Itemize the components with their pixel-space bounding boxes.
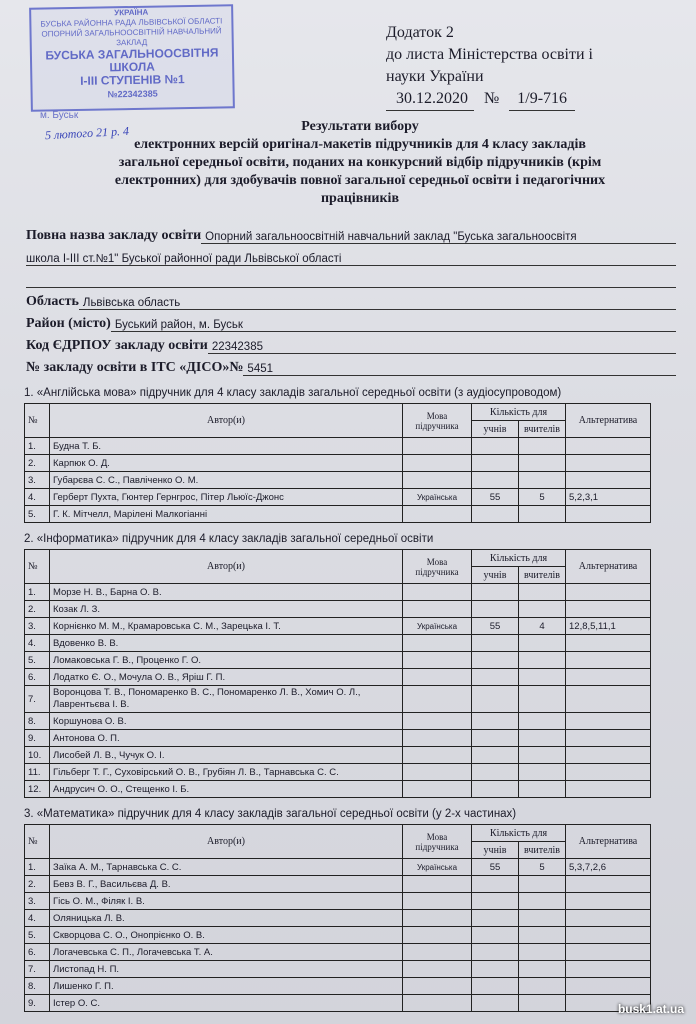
row-number: 10. — [25, 747, 50, 764]
section-title: 1. «Англійська мова» підручник для 4 класу закладів загальної середньої освіти (з аудіосупроводом) — [24, 387, 562, 399]
table-row — [25, 635, 651, 652]
title-line: Результати вибору — [301, 119, 419, 134]
row-alternative — [566, 601, 651, 618]
row-language — [403, 455, 472, 472]
row-teachers-count — [519, 961, 566, 978]
row-teachers-count — [519, 730, 566, 747]
row-teachers-count — [519, 584, 566, 601]
row-students-count — [472, 584, 519, 601]
row-number: 8. — [25, 713, 50, 730]
row-students-count — [472, 944, 519, 961]
row-language — [403, 730, 472, 747]
table-row — [25, 910, 651, 927]
row-language — [403, 893, 472, 910]
row-number: 7. — [25, 961, 50, 978]
field-label: Область — [26, 294, 79, 309]
document-title — [30, 118, 690, 208]
field-region — [26, 290, 676, 310]
stamp-code: №22342385 — [107, 88, 158, 100]
stamp-line: БУСЬКА РАЙОННА РАДА ЛЬВІВСЬКОЇ ОБЛАСТІ — [40, 16, 223, 29]
row-language — [403, 876, 472, 893]
row-teachers-count — [519, 652, 566, 669]
row-authors: Карпюк О. Д. — [50, 455, 403, 472]
row-authors: Коршунова О. В. — [50, 713, 403, 730]
row-number: 5. — [25, 506, 50, 523]
appendix-line: науки України — [386, 68, 484, 85]
row-teachers-count — [519, 927, 566, 944]
field-value: Буський район, м. Буськ — [111, 319, 676, 332]
row-teachers-count: 5 — [519, 859, 566, 876]
field-value: Львівська область — [79, 297, 676, 310]
row-language — [403, 995, 472, 1012]
row-students-count — [472, 961, 519, 978]
row-number: 5. — [25, 927, 50, 944]
stamp-line: ОПОРНИЙ ЗАГАЛЬНООСВІТНІЙ НАВЧАЛЬНИЙ ЗАКЛАД — [41, 26, 222, 48]
row-authors: Воронцова Т. В., Пономаренко В. С., Пономаренко Л. В., Хомич О. Л., Лаврентьєва І. В. — [50, 686, 403, 713]
table-row — [25, 584, 651, 601]
row-alternative — [566, 669, 651, 686]
blank-line — [26, 286, 676, 288]
header-num: № — [25, 550, 50, 584]
row-authors: Гільберг Т. Г., Суховірський О. В., Грубіян Л. В., Тарнавська С. С. — [50, 764, 403, 781]
row-number: 2. — [25, 455, 50, 472]
handwritten-registration: 5 лютого 21 р. 4 — [44, 123, 130, 143]
header-author: Автор(и) — [50, 404, 403, 438]
row-authors: Антонова О. П. — [50, 730, 403, 747]
row-authors: Вдовенко В. В. — [50, 635, 403, 652]
row-authors: Оляницька Л. В. — [50, 910, 403, 927]
table-row — [25, 893, 651, 910]
row-teachers-count — [519, 995, 566, 1012]
row-authors: Істер О. С. — [50, 995, 403, 1012]
table-row — [25, 686, 651, 713]
row-language — [403, 652, 472, 669]
row-number: 2. — [25, 601, 50, 618]
title-line: працівників — [320, 191, 400, 206]
table-row — [25, 652, 651, 669]
row-number: 3. — [25, 472, 50, 489]
row-alternative — [566, 978, 651, 995]
header-students: учнів — [472, 842, 519, 859]
section-title: 2. «Інформатика» підручник для 4 класу закладів загальної середньої освіти — [24, 533, 434, 545]
table-row — [25, 944, 651, 961]
row-language — [403, 438, 472, 455]
row-authors: Г. К. Мітчелл, Марілені Малкогіанні — [50, 506, 403, 523]
row-language — [403, 764, 472, 781]
row-alternative — [566, 747, 651, 764]
row-language — [403, 686, 472, 713]
row-students-count — [472, 893, 519, 910]
field-value: школа І-ІІІ ст.№1" Буської районної ради Львівської області — [26, 253, 676, 266]
header-alternative: Альтернатива — [566, 825, 651, 859]
row-alternative: 12,8,5,11,1 — [566, 618, 651, 635]
row-students-count — [472, 652, 519, 669]
row-alternative — [566, 438, 651, 455]
row-authors: Листопад Н. П. — [50, 961, 403, 978]
row-teachers-count: 4 — [519, 618, 566, 635]
row-authors: Логачевська С. П., Логачевська Т. А. — [50, 944, 403, 961]
row-alternative — [566, 944, 651, 961]
textbook-table-informatics — [24, 549, 651, 798]
row-language: Українська — [403, 859, 472, 876]
row-alternative — [566, 927, 651, 944]
row-teachers-count — [519, 893, 566, 910]
header-students: учнів — [472, 567, 519, 584]
row-alternative — [566, 455, 651, 472]
textbook-table-english — [24, 403, 651, 523]
stamp-line: БУСЬКА ЗАГАЛЬНООСВІТНЯ ШКОЛА — [45, 45, 219, 75]
header-language: Мова підручника — [403, 825, 472, 859]
row-teachers-count — [519, 669, 566, 686]
header-author: Автор(и) — [50, 825, 403, 859]
row-students-count — [472, 686, 519, 713]
row-alternative: 5,2,3,1 — [566, 489, 651, 506]
row-number: 3. — [25, 618, 50, 635]
row-alternative — [566, 781, 651, 798]
row-authors: Лишенко Г. П. — [50, 978, 403, 995]
field-itc — [26, 356, 676, 376]
institution-fields — [26, 224, 676, 378]
table-header-row — [25, 550, 651, 567]
row-alternative — [566, 876, 651, 893]
row-students-count — [472, 927, 519, 944]
row-teachers-count — [519, 747, 566, 764]
section-title: 3. «Математика» підручник для 4 класу закладів загальної середньої освіти (у 2-х частинах) — [24, 808, 517, 820]
letter-date: 30.12.2020 — [386, 88, 474, 111]
row-teachers-count — [519, 713, 566, 730]
table-row — [25, 506, 651, 523]
row-students-count — [472, 455, 519, 472]
row-students-count: 55 — [472, 489, 519, 506]
table-row — [25, 601, 651, 618]
row-language: Українська — [403, 618, 472, 635]
row-alternative: 5,3,7,2,6 — [566, 859, 651, 876]
row-teachers-count — [519, 764, 566, 781]
row-authors: Корнієнко М. М., Крамаровська С. М., Зарецька І. Т. — [50, 618, 403, 635]
field-label: № закладу освіти в ІТС «ДІСО»№ — [26, 360, 244, 375]
row-alternative — [566, 910, 651, 927]
row-alternative — [566, 961, 651, 978]
field-edrpou — [26, 334, 676, 354]
row-teachers-count — [519, 978, 566, 995]
site-watermark: busk1.at.ua — [617, 1002, 684, 1016]
title-line: загальної середньої освіти, поданих на конкурсний відбір підручників (крім — [118, 155, 602, 170]
header-count: Кількість для — [472, 404, 566, 421]
row-teachers-count — [519, 472, 566, 489]
stamp-line: I-III СТУПЕНІВ №1 — [80, 72, 185, 88]
row-teachers-count — [519, 506, 566, 523]
row-number: 6. — [25, 944, 50, 961]
row-teachers-count — [519, 686, 566, 713]
header-alternative: Альтернатива — [566, 550, 651, 584]
row-number: 1. — [25, 438, 50, 455]
header-teachers: вчителів — [519, 421, 566, 438]
table-row — [25, 730, 651, 747]
header-author: Автор(и) — [50, 550, 403, 584]
table-row — [25, 455, 651, 472]
header-students: учнів — [472, 421, 519, 438]
row-language — [403, 506, 472, 523]
row-students-count — [472, 876, 519, 893]
row-language — [403, 927, 472, 944]
row-students-count — [472, 764, 519, 781]
row-language — [403, 601, 472, 618]
textbook-table-math — [24, 824, 651, 1012]
row-number: 12. — [25, 781, 50, 798]
row-students-count — [472, 506, 519, 523]
row-alternative — [566, 764, 651, 781]
header-language: Мова підручника — [403, 550, 472, 584]
row-authors: Заїка А. М., Тарнавська С. С. — [50, 859, 403, 876]
row-number: 7. — [25, 686, 50, 713]
title-line: електронних версій оригінал-макетів підручників для 4 класу закладів — [134, 137, 586, 152]
row-alternative — [566, 506, 651, 523]
table-header-row — [25, 825, 651, 842]
header-language: Мова підручника — [403, 404, 472, 438]
row-students-count — [472, 910, 519, 927]
row-alternative — [566, 686, 651, 713]
table-row — [25, 764, 651, 781]
row-authors: Ломаковська Г. В., Проценко Г. О. — [50, 652, 403, 669]
header-count: Кількість для — [472, 550, 566, 567]
row-number: 9. — [25, 995, 50, 1012]
row-language — [403, 584, 472, 601]
row-students-count — [472, 747, 519, 764]
number-sign: № — [484, 90, 500, 107]
table-row — [25, 713, 651, 730]
row-number: 8. — [25, 978, 50, 995]
row-authors: Скворцова С. О., Онопрієнко О. В. — [50, 927, 403, 944]
table-row — [25, 978, 651, 995]
row-authors: Губарєва С. С., Павліченко О. М. — [50, 472, 403, 489]
row-number: 6. — [25, 669, 50, 686]
appendix-date-line — [386, 88, 593, 111]
row-language — [403, 944, 472, 961]
row-language — [403, 910, 472, 927]
header-num: № — [25, 825, 50, 859]
header-count: Кількість для — [472, 825, 566, 842]
row-authors: Андрусич О. О., Стещенко І. Б. — [50, 781, 403, 798]
table-row — [25, 781, 651, 798]
row-students-count: 55 — [472, 859, 519, 876]
appendix-line: до листа Міністерства освіти і — [386, 46, 593, 63]
stamp-city: м. Буськ — [40, 110, 79, 121]
row-authors: Морзе Н. В., Барна О. В. — [50, 584, 403, 601]
table-row — [25, 961, 651, 978]
header-teachers: вчителів — [519, 842, 566, 859]
row-number: 11. — [25, 764, 50, 781]
row-language: Українська — [403, 489, 472, 506]
table-row — [25, 489, 651, 506]
row-number: 1. — [25, 859, 50, 876]
field-name-cont — [26, 246, 676, 266]
header-teachers: вчителів — [519, 567, 566, 584]
field-value: Опорний загальноосвітній навчальний заклад "Буська загальноосвітя — [201, 231, 676, 244]
field-value: 5451 — [243, 363, 676, 376]
field-label: Район (місто) — [26, 316, 111, 331]
row-students-count — [472, 995, 519, 1012]
row-teachers-count — [519, 455, 566, 472]
row-authors: Лисобей Л. В., Чучук О. І. — [50, 747, 403, 764]
table-row — [25, 927, 651, 944]
row-language — [403, 635, 472, 652]
row-teachers-count — [519, 781, 566, 798]
row-authors: Герберт Пухта, Гюнтер Гернгрос, Пітер Льюїс-Джонс — [50, 489, 403, 506]
field-value: 22342385 — [208, 341, 676, 354]
row-teachers-count — [519, 876, 566, 893]
stamp-line: УКРАЇНА — [114, 7, 149, 18]
appendix-line: Додаток 2 — [386, 24, 454, 41]
row-language — [403, 978, 472, 995]
table-row — [25, 876, 651, 893]
row-alternative — [566, 713, 651, 730]
row-number: 2. — [25, 876, 50, 893]
row-students-count — [472, 781, 519, 798]
school-stamp — [29, 4, 235, 112]
row-authors: Гісь О. М., Філяк І. В. — [50, 893, 403, 910]
row-alternative — [566, 730, 651, 747]
row-teachers-count — [519, 601, 566, 618]
table-row — [25, 618, 651, 635]
title-line: електронних) для здобувачів повної загальної середньої освіти і педагогічних — [114, 173, 606, 188]
letter-number: 1/9-716 — [509, 88, 575, 111]
row-students-count — [472, 669, 519, 686]
table-header-row — [25, 404, 651, 421]
row-number: 9. — [25, 730, 50, 747]
row-students-count — [472, 472, 519, 489]
row-students-count — [472, 978, 519, 995]
row-language — [403, 747, 472, 764]
row-language — [403, 669, 472, 686]
row-number: 4. — [25, 910, 50, 927]
row-authors: Козак Л. З. — [50, 601, 403, 618]
row-alternative — [566, 635, 651, 652]
row-teachers-count — [519, 944, 566, 961]
table-row — [25, 438, 651, 455]
field-label: Повна назва закладу освіти — [26, 228, 202, 243]
row-authors: Бевз В. Г., Васильєва Д. В. — [50, 876, 403, 893]
row-students-count — [472, 635, 519, 652]
header-num: № — [25, 404, 50, 438]
row-language — [403, 961, 472, 978]
row-teachers-count — [519, 438, 566, 455]
row-number: 1. — [25, 584, 50, 601]
row-students-count — [472, 713, 519, 730]
field-district — [26, 312, 676, 332]
row-authors: Лодатко Є. О., Мочула О. В., Яріш Г. П. — [50, 669, 403, 686]
appendix-header — [386, 22, 593, 111]
row-students-count — [472, 601, 519, 618]
row-number: 5. — [25, 652, 50, 669]
row-authors: Будна Т. Б. — [50, 438, 403, 455]
table-row — [25, 995, 651, 1012]
row-alternative — [566, 472, 651, 489]
field-label: Код ЄДРПОУ закладу освіти — [26, 338, 208, 353]
row-teachers-count — [519, 635, 566, 652]
row-alternative — [566, 652, 651, 669]
row-alternative — [566, 893, 651, 910]
row-teachers-count: 5 — [519, 489, 566, 506]
row-teachers-count — [519, 910, 566, 927]
table-row — [25, 472, 651, 489]
row-number: 4. — [25, 489, 50, 506]
field-blank-line — [26, 268, 676, 288]
row-students-count: 55 — [472, 618, 519, 635]
row-number: 3. — [25, 893, 50, 910]
table-row — [25, 669, 651, 686]
row-language — [403, 781, 472, 798]
row-students-count — [472, 438, 519, 455]
header-alternative: Альтернатива — [566, 404, 651, 438]
field-name — [26, 224, 676, 244]
row-students-count — [472, 730, 519, 747]
row-alternative — [566, 584, 651, 601]
row-language — [403, 472, 472, 489]
table-row — [25, 859, 651, 876]
row-number: 4. — [25, 635, 50, 652]
table-row — [25, 747, 651, 764]
row-language — [403, 713, 472, 730]
